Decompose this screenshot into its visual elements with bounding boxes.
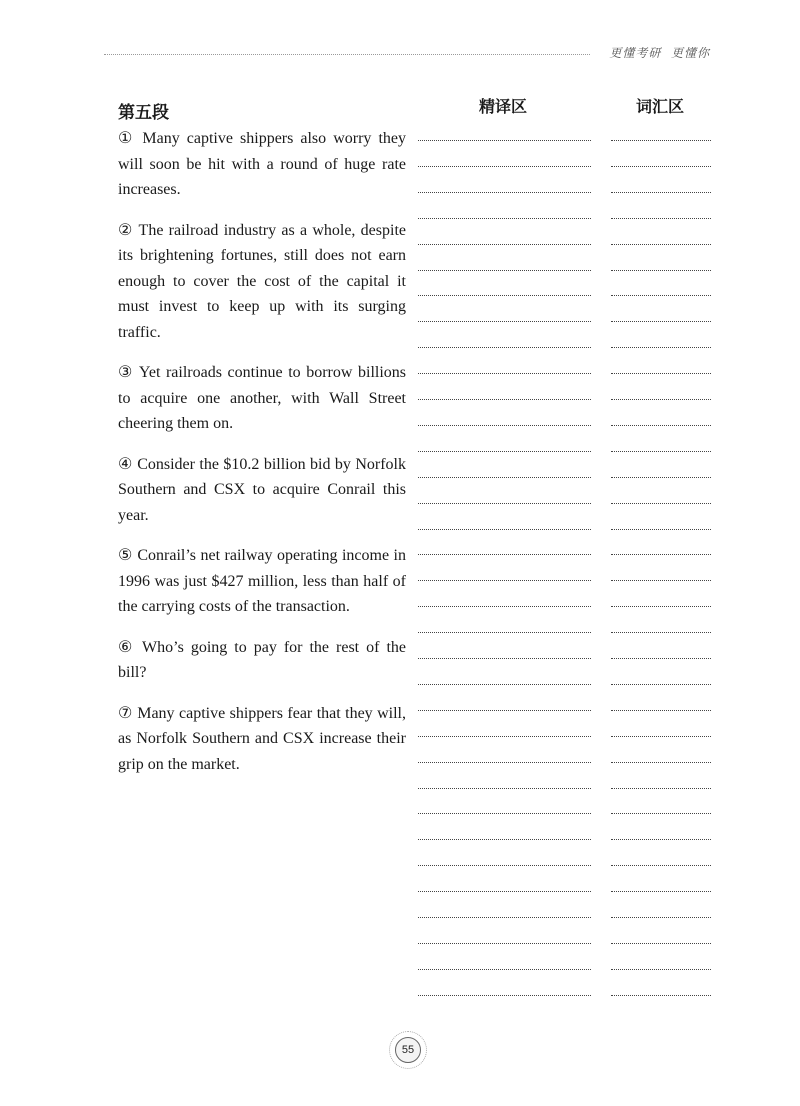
- translation-line: [418, 606, 591, 607]
- vocabulary-line: [611, 295, 711, 296]
- translation-line: [418, 477, 591, 478]
- translation-line: [418, 632, 591, 633]
- vocabulary-line: [611, 865, 711, 866]
- translation-line: [418, 218, 591, 219]
- vocabulary-line: [611, 632, 711, 633]
- vocabulary-line: [611, 425, 711, 426]
- vocabulary-line: [611, 218, 711, 219]
- header-tagline: 更懂考研 更懂你: [609, 46, 710, 60]
- vocabulary-line: [611, 684, 711, 685]
- vocabulary-line: [611, 321, 711, 322]
- vocabulary-line: [611, 399, 711, 400]
- translation-line: [418, 762, 591, 763]
- translation-line: [418, 399, 591, 400]
- translation-line: [418, 710, 591, 711]
- translation-line: [418, 529, 591, 530]
- vocabulary-line: [611, 917, 711, 918]
- vocabulary-line: [611, 762, 711, 763]
- translation-line: [418, 995, 591, 996]
- sentence-4: ④ Consider the $10.2 billion bid by Norfolk Southern and CSX to acquire Conrail this year.: [118, 455, 406, 524]
- vocabulary-line: [611, 813, 711, 814]
- sentence-6: ⑥ Who’s going to pay for the rest of the bill?: [118, 638, 406, 681]
- vocabulary-line: [611, 554, 711, 555]
- section-title: 第五段: [118, 103, 169, 123]
- vocabulary-column-heading: 词汇区: [636, 97, 685, 116]
- vocabulary-line: [611, 270, 711, 271]
- vocabulary-line: [611, 140, 711, 141]
- sentence-5: ⑤ Conrail’s net railway operating income in 1996 was just $427 million, less than half of the carrying costs of the transaction.: [118, 547, 406, 615]
- vocabulary-line: [611, 192, 711, 193]
- translation-line: [418, 969, 591, 970]
- translation-line: [418, 503, 591, 504]
- vocabulary-line: [611, 710, 711, 711]
- translation-line: [418, 788, 591, 789]
- header-rule: [104, 54, 590, 55]
- vocabulary-line: [611, 736, 711, 737]
- translation-line: [418, 140, 591, 141]
- page-number: 55: [395, 1037, 421, 1063]
- vocabulary-line: [611, 244, 711, 245]
- translation-column-heading: 精译区: [479, 97, 528, 116]
- sentence-3: ③ Yet railroads continue to borrow billions to acquire one another, with Wall Street cheering them on.: [118, 364, 406, 432]
- translation-line: [418, 839, 591, 840]
- translation-line: [418, 166, 591, 167]
- translation-line: [418, 891, 591, 892]
- translation-line: [418, 580, 591, 581]
- vocabulary-line: [611, 451, 711, 452]
- translation-line: [418, 347, 591, 348]
- translation-line: [418, 943, 591, 944]
- vocabulary-line: [611, 580, 711, 581]
- vocabulary-line: [611, 373, 711, 374]
- vocabulary-line: [611, 477, 711, 478]
- sentence-list: [118, 126, 406, 792]
- translation-line: [418, 244, 591, 245]
- translation-line: [418, 321, 591, 322]
- translation-line: [418, 451, 591, 452]
- vocabulary-line: [611, 606, 711, 607]
- vocabulary-line: [611, 788, 711, 789]
- vocabulary-line: [611, 503, 711, 504]
- page-footer: [0, 1034, 800, 1068]
- translation-line: [418, 736, 591, 737]
- translation-line: [418, 554, 591, 555]
- translation-line: [418, 813, 591, 814]
- translation-line: [418, 865, 591, 866]
- vocabulary-line: [611, 943, 711, 944]
- sentence-1: ① Many captive shippers also worry they will soon be hit with a round of huge rate increases.: [118, 130, 406, 198]
- vocabulary-line: [611, 839, 711, 840]
- translation-line: [418, 658, 591, 659]
- sentence-2: ② The railroad industry as a whole, despite its brightening fortunes, still does not earn enough to cover the cost of the capital it must invest to keep up with its surging traffic.: [118, 221, 406, 341]
- translation-line: [418, 684, 591, 685]
- vocabulary-line: [611, 995, 711, 996]
- translation-line: [418, 425, 591, 426]
- translation-line: [418, 295, 591, 296]
- vocabulary-line: [611, 658, 711, 659]
- translation-line: [418, 373, 591, 374]
- translation-line: [418, 917, 591, 918]
- vocabulary-line: [611, 891, 711, 892]
- vocabulary-line: [611, 969, 711, 970]
- vocabulary-line: [611, 166, 711, 167]
- vocabulary-line: [611, 347, 711, 348]
- translation-line: [418, 192, 591, 193]
- vocabulary-line: [611, 529, 711, 530]
- translation-line: [418, 270, 591, 271]
- sentence-7: ⑦ Many captive shippers fear that they will, as Norfolk Southern and CSX increase their grip on the market.: [118, 704, 406, 773]
